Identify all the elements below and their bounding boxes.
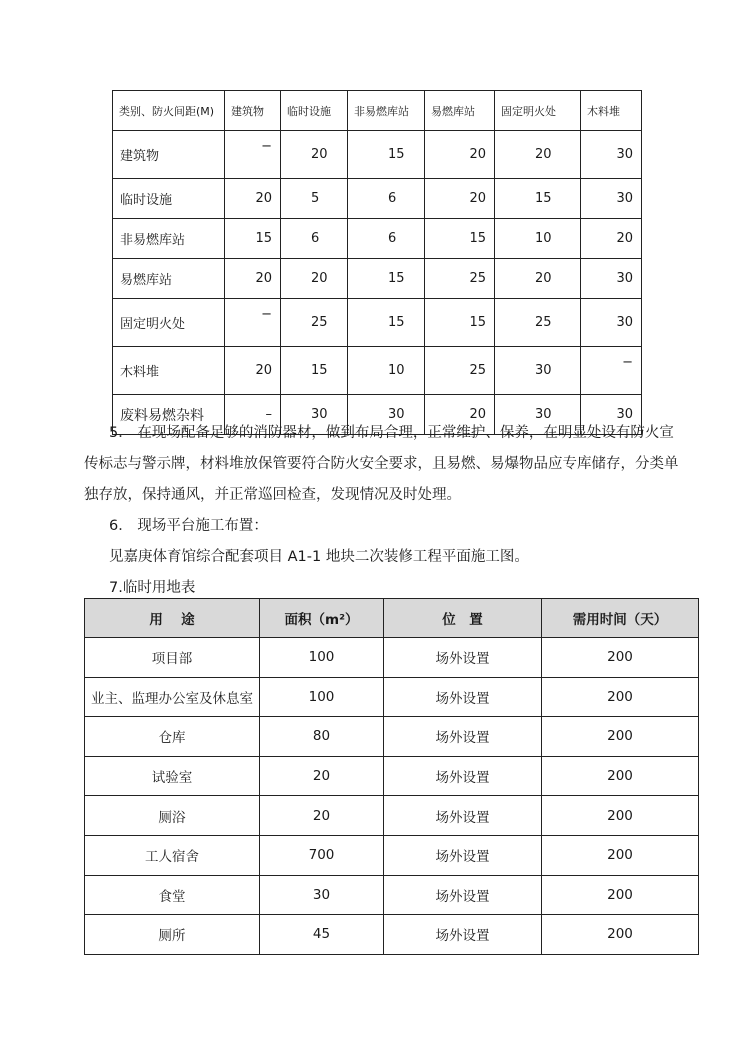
cell: 工人宿舍 <box>85 835 260 875</box>
cell: 6 <box>348 219 425 259</box>
fire-table-header: 非易燃库站 <box>348 91 425 131</box>
cell: 30 <box>581 179 642 219</box>
fire-table-row <box>113 299 642 347</box>
cell: 30 <box>281 395 348 435</box>
row-label: 易燃库站 <box>113 259 225 299</box>
land-table-row <box>85 796 699 836</box>
fire-table-header: 建筑物 <box>225 91 281 131</box>
cell: 20 <box>495 259 581 299</box>
cell: 80 <box>260 717 384 757</box>
land-table-header-row <box>85 599 699 638</box>
fire-table-header: 易燃库站 <box>425 91 495 131</box>
row-label: 临时设施 <box>113 179 225 219</box>
fire-table-row <box>113 131 642 179</box>
fire-table-header: 木料堆 <box>581 91 642 131</box>
cell: 厕浴 <box>85 796 260 836</box>
cell: 10 <box>348 347 425 395</box>
cell: 30 <box>495 395 581 435</box>
land-table-header: 位 置 <box>384 599 542 638</box>
land-table-row <box>85 915 699 955</box>
cell: 15 <box>348 299 425 347</box>
cell: 仓库 <box>85 717 260 757</box>
cell: 100 <box>260 638 384 678</box>
cell: 20 <box>260 796 384 836</box>
cell: 15 <box>225 219 281 259</box>
cell: 20 <box>495 131 581 179</box>
cell: 场外设置 <box>384 835 542 875</box>
cell: 30 <box>581 395 642 435</box>
cell: 100 <box>260 677 384 717</box>
cell: 25 <box>281 299 348 347</box>
cell: 厕所 <box>85 915 260 955</box>
fire-table-header: 固定明火处 <box>495 91 581 131</box>
paragraph-fire-equipment: 5． 在现场配备足够的消防器材，做到布局合理，正常维护、保养，在明显处设有防火宣传标志与警示牌，材料堆放保管要符合防火安全要求，且易燃、易爆物品应专库储存，分类单独存放，保持通风，并正常巡回检查，发现情况及时处理。 <box>84 425 679 503</box>
cell: 30 <box>581 131 642 179</box>
cell: 20 <box>281 259 348 299</box>
cell: 20 <box>581 219 642 259</box>
paragraph-site-layout-ref: 见嘉庚体育馆综合配套项目 A1-1 地块二次装修工程平面施工图。 <box>109 549 529 565</box>
paragraph-site-layout-heading: 6． 现场平台施工布置： <box>109 518 268 534</box>
cell: − <box>225 299 281 347</box>
cell: 200 <box>542 756 699 796</box>
cell: 试验室 <box>85 756 260 796</box>
land-table-row <box>85 835 699 875</box>
row-label: 固定明火处 <box>113 299 225 347</box>
land-table-header: 面积（m²） <box>260 599 384 638</box>
land-table-row <box>85 717 699 757</box>
cell: 15 <box>425 299 495 347</box>
row-label: 废料易燃杂料 <box>113 395 225 435</box>
fire-table-header: 临时设施 <box>281 91 348 131</box>
land-use-table <box>84 598 699 955</box>
cell: 200 <box>542 835 699 875</box>
cell: 场外设置 <box>384 875 542 915</box>
land-table-header: 需用时间（天） <box>542 599 699 638</box>
cell: 200 <box>542 638 699 678</box>
cell: 场外设置 <box>384 638 542 678</box>
land-table-row <box>85 875 699 915</box>
cell: 20 <box>225 179 281 219</box>
cell: 15 <box>281 347 348 395</box>
cell: 20 <box>425 395 495 435</box>
land-table-row <box>85 756 699 796</box>
fire-distance-table <box>112 90 642 435</box>
land-table-header: 用 途 <box>85 599 260 638</box>
cell: 200 <box>542 915 699 955</box>
cell: 6 <box>348 179 425 219</box>
cell: 30 <box>581 299 642 347</box>
cell: 25 <box>495 299 581 347</box>
fire-table-row <box>113 179 642 219</box>
cell: 25 <box>425 347 495 395</box>
cell: 项目部 <box>85 638 260 678</box>
fire-table-row <box>113 347 642 395</box>
cell: 200 <box>542 875 699 915</box>
cell: 20 <box>425 179 495 219</box>
land-table-title: 7.临时用地表 <box>109 580 196 596</box>
cell: 45 <box>260 915 384 955</box>
cell: 20 <box>225 259 281 299</box>
cell: 6 <box>281 219 348 259</box>
cell: 20 <box>281 131 348 179</box>
cell: 30 <box>581 259 642 299</box>
land-table-row <box>85 638 699 678</box>
cell: 场外设置 <box>384 915 542 955</box>
cell: 15 <box>348 131 425 179</box>
cell: 5 <box>281 179 348 219</box>
fire-table-header-row <box>113 91 642 131</box>
cell: 业主、监理办公室及休息室 <box>85 677 260 717</box>
cell: – <box>225 395 281 435</box>
row-label: 非易燃库站 <box>113 219 225 259</box>
cell: 700 <box>260 835 384 875</box>
cell: 10 <box>495 219 581 259</box>
cell: 25 <box>425 259 495 299</box>
fire-table-row <box>113 259 642 299</box>
cell: 200 <box>542 796 699 836</box>
cell: 场外设置 <box>384 796 542 836</box>
cell: 15 <box>495 179 581 219</box>
fire-table-header: 类别、防火间距(M) <box>113 91 225 131</box>
cell: 场外设置 <box>384 717 542 757</box>
cell: 场外设置 <box>384 756 542 796</box>
cell: 15 <box>425 219 495 259</box>
cell: − <box>225 131 281 179</box>
cell: 20 <box>425 131 495 179</box>
cell: 30 <box>348 395 425 435</box>
row-label: 木料堆 <box>113 347 225 395</box>
cell: 食堂 <box>85 875 260 915</box>
cell: 30 <box>495 347 581 395</box>
cell: 200 <box>542 677 699 717</box>
fire-table-row <box>113 219 642 259</box>
land-table-row <box>85 677 699 717</box>
cell: 场外设置 <box>384 677 542 717</box>
cell: 20 <box>260 756 384 796</box>
row-label: 建筑物 <box>113 131 225 179</box>
cell: − <box>581 347 642 395</box>
cell: 200 <box>542 717 699 757</box>
cell: 15 <box>348 259 425 299</box>
cell: 20 <box>225 347 281 395</box>
cell: 30 <box>260 875 384 915</box>
